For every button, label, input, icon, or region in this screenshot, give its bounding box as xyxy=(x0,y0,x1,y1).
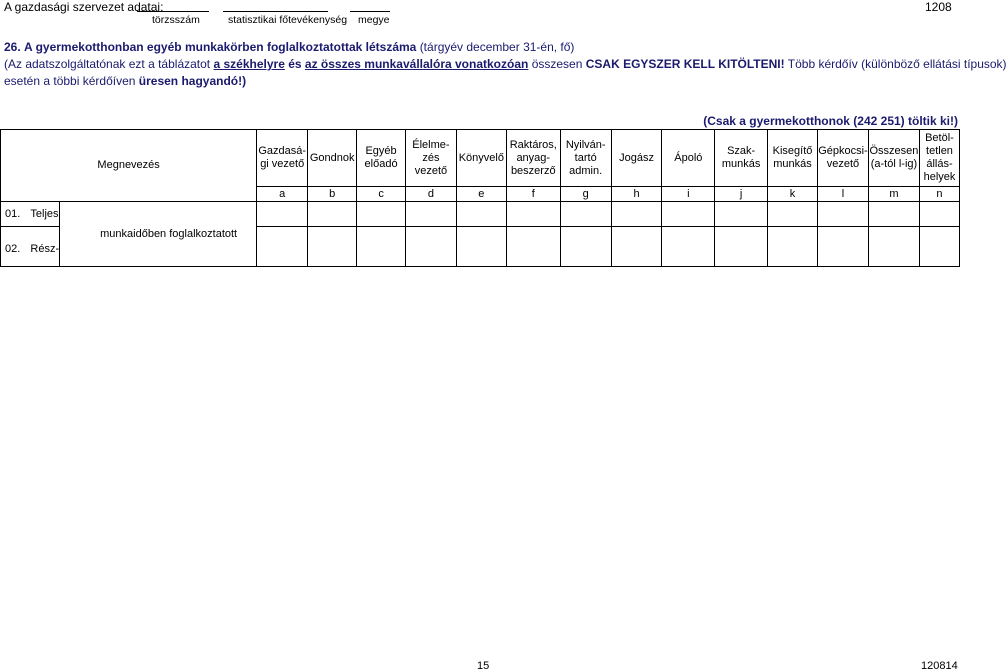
section-title-text: A gyermekotthonban egyéb munkakörben foglalkoztatottak létszáma xyxy=(24,40,417,54)
column-letter: j xyxy=(715,187,768,202)
cell-02-l[interactable] xyxy=(817,227,868,267)
cell-02-d[interactable] xyxy=(405,227,456,267)
cell-01-m[interactable] xyxy=(868,202,919,227)
column-header: Gépkocsi- vezető xyxy=(817,130,868,187)
column-header: Raktáros, anyag- beszerző xyxy=(506,130,560,187)
instruction-emphasis: és xyxy=(288,57,302,71)
column-letter: f xyxy=(506,187,560,202)
table-row xyxy=(1,202,960,227)
instruction-text: Több kérdőív (különböző ellátási típusok) xyxy=(787,57,1007,71)
column-header: Betöl- tetlen állás- helyek xyxy=(919,130,959,187)
column-letter: b xyxy=(308,187,357,202)
table-header-row xyxy=(1,130,960,187)
cell-01-d[interactable] xyxy=(405,202,456,227)
column-header: Összesen (a-tól l-ig) xyxy=(868,130,919,187)
row-suffix: munkaidőben foglalkoztatott xyxy=(60,202,257,267)
instruction-text: összesen xyxy=(531,57,583,71)
cell-02-b[interactable] xyxy=(308,227,357,267)
column-header: Szak- munkás xyxy=(715,130,768,187)
column-letter: n xyxy=(919,187,959,202)
cell-01-l[interactable] xyxy=(817,202,868,227)
column-letter: h xyxy=(611,187,662,202)
cell-02-m[interactable] xyxy=(868,227,919,267)
staff-table xyxy=(0,129,960,267)
instruction-emphasis: a székhelyre xyxy=(213,57,285,71)
column-letter: a xyxy=(257,187,308,202)
row-number: 01. xyxy=(1,202,31,227)
column-letter: k xyxy=(768,187,818,202)
field-label-fotevekenyseg: statisztikai főtevékenység xyxy=(228,14,348,26)
footer-page-number: 15 xyxy=(477,660,490,672)
instruction-emphasis: az összes munkavállalóra vonatkozóan xyxy=(304,57,529,71)
cell-02-k[interactable] xyxy=(768,227,818,267)
instruction-line-1 xyxy=(4,57,1007,71)
row-number: 02. xyxy=(1,227,31,267)
column-letter: m xyxy=(868,187,919,202)
column-header: Gondnok xyxy=(308,130,357,187)
column-header: Ápoló xyxy=(662,130,715,187)
cell-01-a[interactable] xyxy=(257,202,308,227)
section-title xyxy=(4,40,574,54)
cell-02-i[interactable] xyxy=(662,227,715,267)
cell-02-a[interactable] xyxy=(257,227,308,267)
header-label: A gazdasági szervezet adatai: xyxy=(4,0,164,14)
section-title-note: (tárgyév december 31-én, fő) xyxy=(419,40,575,54)
gyermekotthon-note: (Csak a gyermekotthonok (242 251) töltik ki!) xyxy=(703,114,958,128)
name-header: Megnevezés xyxy=(1,130,257,202)
instruction-line-2 xyxy=(4,74,246,88)
column-header: Könyvelő xyxy=(456,130,506,187)
cell-01-j[interactable] xyxy=(715,202,768,227)
field-line-fotevekenyseg[interactable] xyxy=(223,11,328,12)
cell-01-e[interactable] xyxy=(456,202,506,227)
cell-01-c[interactable] xyxy=(357,202,406,227)
field-line-megye[interactable] xyxy=(350,11,390,12)
column-header: Kisegítő munkás xyxy=(768,130,818,187)
cell-01-h[interactable] xyxy=(611,202,662,227)
column-letter: d xyxy=(405,187,456,202)
row-label: Rész- xyxy=(30,227,59,267)
cell-01-f[interactable] xyxy=(506,202,560,227)
field-label-megye: megye xyxy=(358,14,390,26)
cell-01-k[interactable] xyxy=(768,202,818,227)
column-header: Jogász xyxy=(611,130,662,187)
column-header: Élelme- zés vezető xyxy=(405,130,456,187)
instruction-emphasis: üresen hagyandó!) xyxy=(138,74,247,88)
cell-02-f[interactable] xyxy=(506,227,560,267)
column-header: Nyilván- tartó admin. xyxy=(560,130,611,187)
cell-02-j[interactable] xyxy=(715,227,768,267)
cell-02-n[interactable] xyxy=(919,227,959,267)
column-header: Gazdasá- gi vezető xyxy=(257,130,308,187)
column-header: Egyéb előadó xyxy=(357,130,406,187)
instruction-emphasis: CSAK EGYSZER KELL KITÖLTENI! xyxy=(585,57,785,71)
column-letter: e xyxy=(456,187,506,202)
cell-01-g[interactable] xyxy=(560,202,611,227)
row-label: Teljes xyxy=(30,202,59,227)
section-number: 26. xyxy=(4,40,21,54)
field-label-torzsszam: törzsszám xyxy=(152,14,200,26)
cell-02-h[interactable] xyxy=(611,227,662,267)
instruction-text: esetén a többi kérdőíven xyxy=(4,74,136,88)
column-letter: g xyxy=(560,187,611,202)
instruction-text: (Az adatszolgáltatónak ezt a táblázatot xyxy=(4,57,211,71)
column-letter: i xyxy=(662,187,715,202)
cell-02-e[interactable] xyxy=(456,227,506,267)
cell-01-i[interactable] xyxy=(662,202,715,227)
page-code: 1208 xyxy=(925,0,952,14)
column-letter: l xyxy=(817,187,868,202)
cell-01-n[interactable] xyxy=(919,202,959,227)
column-letter: c xyxy=(357,187,406,202)
field-line-torzsszam[interactable] xyxy=(137,11,209,12)
cell-02-c[interactable] xyxy=(357,227,406,267)
cell-01-b[interactable] xyxy=(308,202,357,227)
footer-code: 120814 xyxy=(921,660,958,672)
cell-02-g[interactable] xyxy=(560,227,611,267)
